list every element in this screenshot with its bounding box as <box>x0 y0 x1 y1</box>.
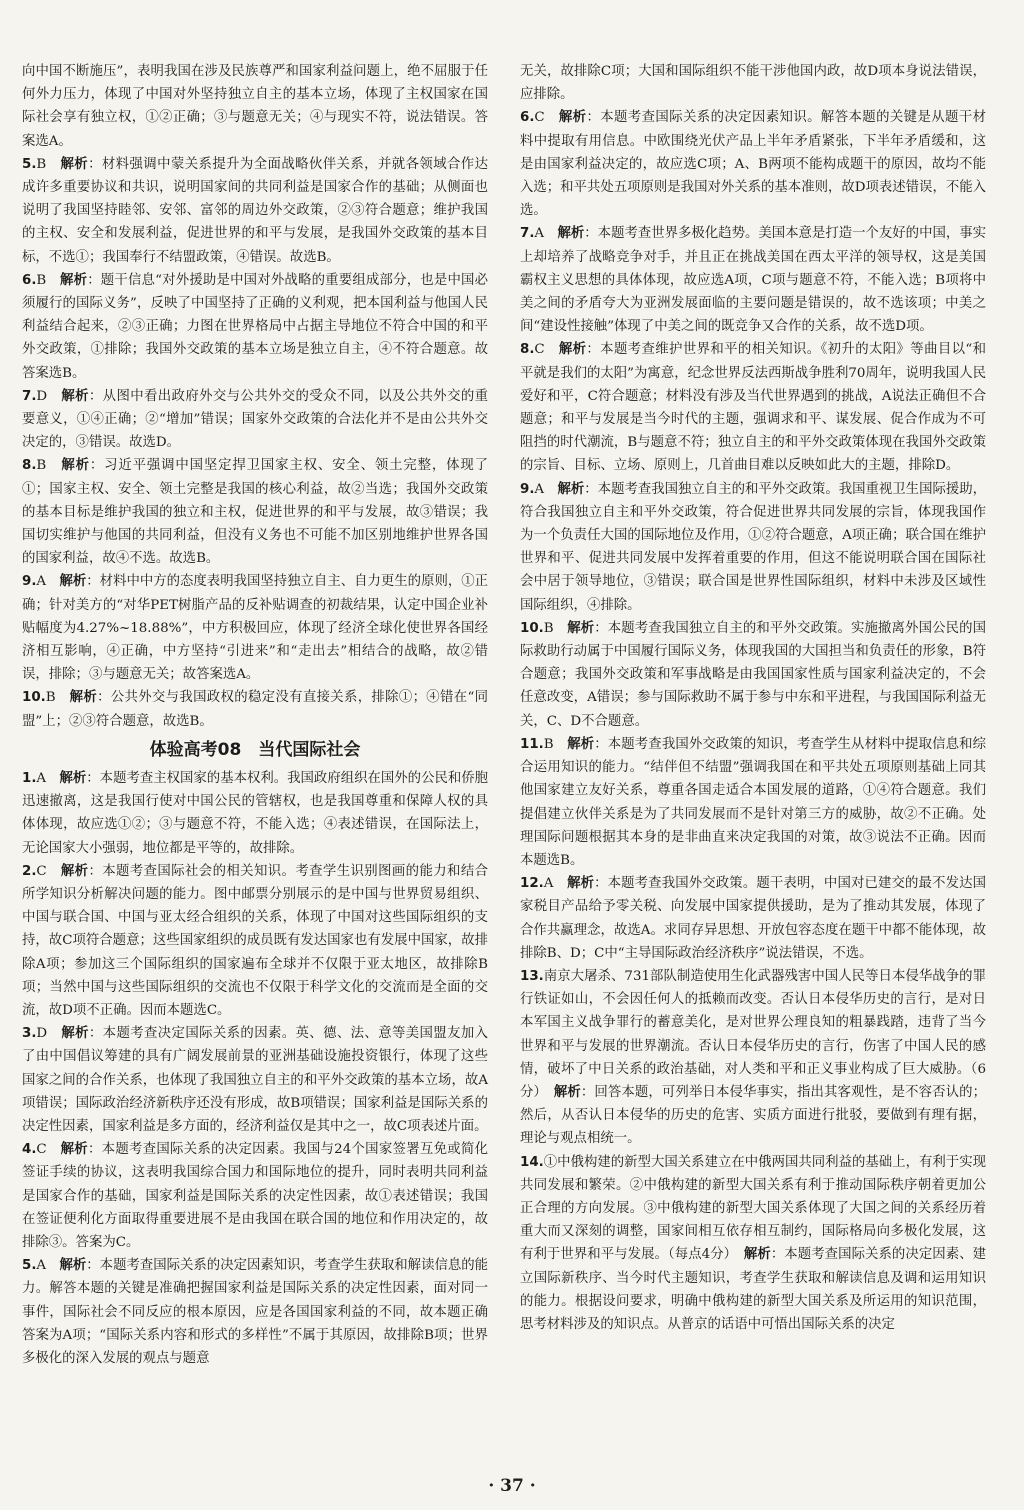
answer-item: 8.B 解析：习近平强调中国坚定捍卫国家主权、安全、领土完整，体现了①；国家主权、安全、领土完整是我国的核心利益，故②当选；我国外交政策的基本目标是维护我国的独立和主权，促进世界的和平与发展，故③错误；我国切实维护与他国的共同利益，但没有义务也不可能不加区别地维护世界各国的国家利益，故④不选。故选B。 <box>22 458 488 567</box>
answer-item: 10.B 解析：公共外交与我国政权的稳定没有直接关系，排除①；④错在“同盟”上；②③符合题意，故选B。 <box>22 690 489 729</box>
right-column <box>520 60 986 1336</box>
answer-item: 8.C 解析：本题考查维护世界和平的相关知识。《初升的太阳》等曲目以“和平就是我们的太阳”为寓意，纪念世界反法西斯战争胜利70周年，说明我国人民爱好和平，C符合题意；材料没有涉及当代世界遇到的挑战，A说法正确但不合题意；和平与发展是当今时代的主题，强调求和平、谋发展、促合作成为不可阻挡的时代潮流，B与题意不符；独立自主的和平外交政策体现在我国外交政策的宗旨、目标、立场、原则上，几首曲目难以反映如此大的主题，排除D。 <box>520 342 987 474</box>
answer-item: 5.B 解析：材料强调中蒙关系提升为全面战略伙伴关系，并就各领域合作达成许多重要协议和共识，说明国家间的共同利益是国家合作的基础；从侧面也说明了我国坚持睦邻、安邻、富邻的周边外交政策，②③符合题意；维护我国的主权、安全和发展利益，促进世界的和平与发展，是我国外交政策的基本目标，不选①；我国奉行不结盟政策，④错误。故选B。 <box>22 156 488 265</box>
answer-item: 9.A 解析：材料中中方的态度表明我国坚持独立自主、自力更生的原则，①正确；针对美方的“对华PET树脂产品的反补贴调查的初裁结果，认定中国企业补贴幅度为4.27%~18.88%”，中方积极回应，体现了经济全球化使世界各国经济相互影响，④正确，中方坚持“引进来”和“走出去”相结合的战略，故②错误，排除；③与题意无关；故答案选A。 <box>22 574 489 683</box>
answer-item: 2.C 解析：本题考查国际社会的相关知识。考查学生识别图画的能力和结合所学知识分析解决问题的能力。图中邮票分别展示的是中国与世界贸易组织、中国与联合国、中国与亚太经合组织的关系，体现了中国对这些国际组织的支持，故C项符合题意；这些国家组织的成员既有发达国家也有发展中国家，故排除A项；参加这三个国际组织的国家遍布全球并不仅限于亚太地区，故排除B项；当然中国与这些国际组织的交流也不仅限于科学文化的交流而是全面的交流，故D项不正确。因而本题选C。 <box>22 863 489 1018</box>
answer-item: 5.A 解析：本题考查国际关系的决定因素知识，考查学生获取和解读信息的能力。解答本题的关键是准确把握国家利益是国际关系的决定性因素，面对同一事件，国际社会不同反应的根本原因，应是各国国家利益的不同，故本题正确答案为A项；“国际关系内容和形式的多样性”不属于其原因，故排除B项；世界多极化的深入发展的观点与题意 <box>22 1258 489 1366</box>
answer-item: 6.C 解析：本题考查国际关系的决定因素知识。解答本题的关键是从题干材料中提取有用信息。中欧围绕光伏产品上半年矛盾紧张，下半年矛盾缓和，这是由国家利益决定的，故应选C项；A、B两项不能构成题干的原因，故均不能入选；和平共处五项原则是我国对外关系的基本准则，故D项表述错误，不能入选。 <box>520 110 987 219</box>
page-number: · 37 · <box>488 1476 536 1496</box>
answer-item: 9.A 解析：本题考查我国独立自主的和平外交政策。我国重视卫生国际援助，符合我国独立自主和平外交政策，符合促进世界共同发展的宗旨，体现我国作为一个负责任大国的国际地位及作用，①②符合题意，A项正确；联合国在维护世界和平、促进共同发展中发挥着重要的作用，但这不能说明联合国在国际社会中居于领导地位，③错误；联合国是世界性国际组织，材料中未涉及区域性国际组织，④排除。 <box>520 481 987 613</box>
answer-item: 3.D 解析：本题考查决定国际关系的因素。英、德、法、意等美国盟友加入了由中国倡议筹建的具有广阔发展前景的亚洲基础设施投资银行，体现了这些国家之间的合作关系，也体现了我国独立自主的和平外交政策的基本立场，故A项错误；国际政治经济新秩序还没有形成，故B项错误；国家利益是国际关系的决定性因素，国家利益是多方面的，经济利益仅是其中之一，故C项表述片面。 <box>22 1026 489 1134</box>
answer-item: 13.南京大屠杀、731部队制造使用生化武器残害中国人民等日本侵华战争的罪行铁证如山，不会因任何人的抵赖而改变。否认日本侵华历史的言行，是对日本军国主义战争罪行的蓄意美化，是对世界公理良知的粗暴践踏，违背了当今世界和平与发展的世界潮流。否认日本侵华历史的言行，伤害了中国人民的感情，破坏了中日关系的政治基础，对人类和平和正义事业构成了巨大威胁。（6分） 解析：回答本题，可列举日本侵华事实，指出其客观性，是不容否认的；然后，从否认日本侵华的历史的危害、实质方面进行批驳，要做到有理有据，理论与观点相统一。 <box>520 968 987 1147</box>
answer-item: 4.C 解析：本题考查国际关系的决定因素。我国与24个国家签署互免或简化签证手续的协议，这表明我国综合国力和国际地位的提升，同时表明共同利益是国家合作的基础，国家利益是国际关系的决定性因素，故①表述错误；我国在签证便利化方面取得重要进展不是由我国在联合国的地位和作用决定的，故排除③。答案为C。 <box>22 1142 488 1250</box>
left-column <box>22 60 488 1370</box>
continued-answer: 无关，故排除C项；大国和国际组织不能干涉他国内政，故D项本身说法错误，应排除。 <box>520 64 986 103</box>
section-title: 体验高考08 当代国际社会 <box>149 739 361 760</box>
answer-item: 6.B 解析：题干信息“对外援助是中国对外战略的重要组成部分，也是中国必须履行的国际义务”，反映了中国坚持了正确的义利观，把本国利益与他国人民利益结合起来，②③正确；力图在世界格局中占据主导地位不符合中国的和平外交政策，①排除；我国外交政策的基本立场是独立自主，④不符合题意。故答案选B。 <box>22 272 489 381</box>
answer-item: 7.A 解析：本题考查世界多极化趋势。美国本意是打造一个友好的中国，事实上却培养了战略竞争对手，并且正在挑战美国在西太平洋的领导权，这是美国霸权主义思想的具体体现，故应选A项，C项与题意不符，不能入选；B项将中美之间的矛盾夸大为亚洲发展面临的主要问题是错误的，故不选该项；中美之间“建设性接触”体现了中美之间的既竞争又合作的关系，故不选D项。 <box>520 226 987 335</box>
answer-item: 12.A 解析：本题考查我国外交政策。题干表明，中国对已建交的最不发达国家税目产品给予零关税、向发展中国家提供援助，是为了推动其发展，体现了合作共赢理念，故选A。求同存异思想、开放包容态度在题干中都不能体现，故排除B、D；C中“主导国际政治经济秩序”说法错误，不选。 <box>520 876 987 961</box>
answer-item: 1.A 解析：本题考查主权国家的基本权利。我国政府组织在国外的公民和侨胞迅速撤离，这是我国行使对中国公民的管辖权，也是我国尊重和保障人权的具体体现，故应选①②；③与题意不符，不能入选；④表述错误，在国际法上，无论国家大小强弱，地位都是平等的，故排除。 <box>22 770 489 856</box>
continued-answer: 向中国不断施压”，表明我国在涉及民族尊严和国家利益问题上，绝不屈服于任何外力压力，体现了中国对外坚持独立自主的基本立场，体现了主权国家在国际社会享有独立权，①②正确；③与题意无关；④与现实不符，说法错误。答案选A。 <box>22 64 488 149</box>
answer-item: 14.①中俄构建的新型大国关系建立在中俄两国共同利益的基础上，有利于实现共同发展和繁荣。②中俄构建的新型大国关系有利于推动国际秩序朝着更加公正合理的方向发展。③中俄构建的新型大国关系体现了大国之间的关系经历着重大而又深刻的调整，国家间相互依存相互制约，国际格局向多极化发展，这有利于世界和平与发展。（每点4分） 解析：本题考查国际关系的决定因素、建立国际新秩序、当今时代主题知识，考查学生获取和解读信息及调和运用知识的能力。根据设问要求，明确中俄构建的新型大国关系及所运用的知识范围，思考材料涉及的知识点。从普京的话语中可悟出国际关系的决定 <box>520 1154 987 1332</box>
answer-item: 7.D 解析：从图中看出政府外交与公共外交的受众不同，以及公共外交的重要意义，①④正确；②“增加”错误；国家外交政策的合法化并不是由公共外交决定的，③错误。故选D。 <box>22 388 489 451</box>
answer-item: 10.B 解析：本题考查我国独立自主的和平外交政策。实施撤离外国公民的国际救助行动属于中国履行国际义务，体现我国的大国担当和负责任的形象，B符合题意；我国外交政策和军事战略是由我国国家性质与国家利益决定的，不会任意改变，A错误；参与国际救助不属于参与中东和平进程，与我国国际利益无关，C、D不合题意。 <box>520 620 987 729</box>
answer-item: 11.B 解析：本题考查我国外交政策的知识，考查学生从材料中提取信息和综合运用知识的能力。“结伴但不结盟”强调我国在和平共处五项原则基础上同其他国家建立友好关系，尊重各国走适合本国发展的道路，①④符合题意。我们提倡建立伙伴关系是为了共同发展而不是针对第三方的威胁，故②不正确。处理国际问题根据其本身的是非曲直来决定我国的对策，故③说法不正确。因而本题选B。 <box>520 736 987 868</box>
